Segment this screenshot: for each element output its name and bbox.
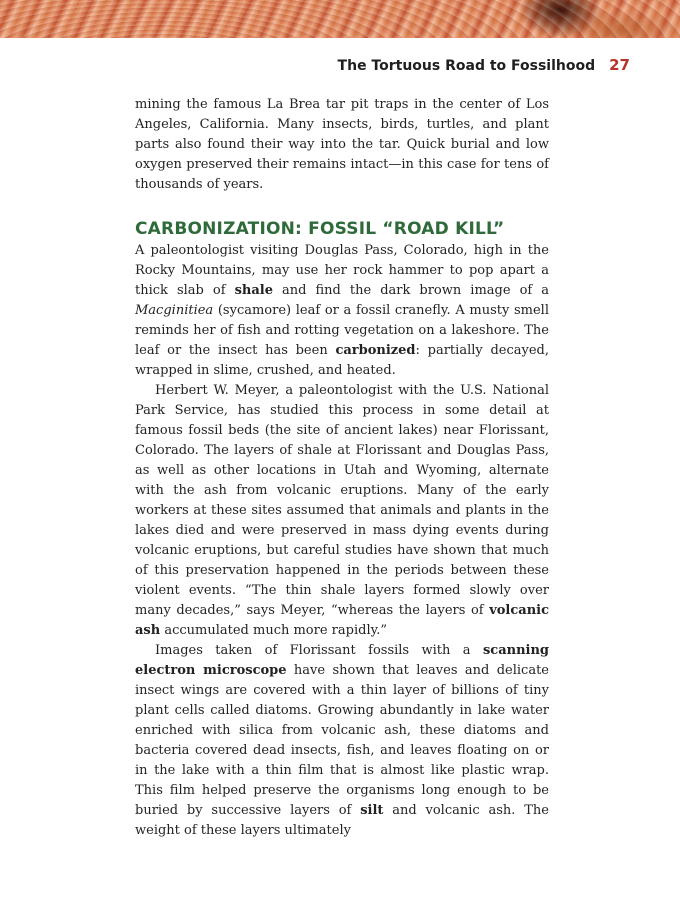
text-span: accumulated much more rapidly.” (160, 623, 387, 638)
genus-name: Macginitiea (135, 303, 214, 318)
body-text (135, 95, 549, 841)
text-span: and find the dark brown image of a (272, 283, 549, 298)
text-span: Images taken of Florissant fossils with a (155, 643, 483, 658)
paragraph-meyer (135, 381, 549, 641)
intro-paragraph: mining the famous La Brea tar pit traps in the center of Los Angeles, California. Many insects, birds, turtles, and plant parts also found their way into the tar. Quick burial and low oxygen preserved their remains intact—in this case for tens of thousands of years. (135, 97, 549, 192)
section-heading: CARBONIZATION: FOSSIL “ROAD KILL” (135, 219, 505, 239)
term-silt: silt (360, 803, 384, 818)
page-number: 27 (609, 56, 630, 74)
term-shale: shale (234, 283, 273, 298)
term-volcanic-ash: volcanic ash (135, 603, 549, 638)
term-carbonized: carbonized (335, 343, 416, 358)
text-span: : partially decayed, wrapped in slime, crushed, and heated. (135, 343, 549, 378)
text-span: Herbert W. Meyer, a paleontologist with the U.S. National Park Service, has studied this process in some detail at famous fossil beds (the site of ancient lakes) near Florissant, Colorado. The layers of shale at Florissant and Douglas Pass, as well as other locations in Utah and Wyoming, alternate with the ash from volcanic eruptions. Many of the early workers at these sites assumed that animals and plants in the lakes died and were preserved in mass dying events during volcanic eruptions, but careful studies have shown that much of this preservation happened in the periods between these violent events. “The thin shale layers formed slowly over many decades,” says Meyer, “whereas the layers of (135, 383, 549, 618)
paragraph-diatoms (135, 641, 549, 841)
text-span: (sycamore) leaf or a fossil cranefly. A musty smell reminds her of fish and rotting vegetation on a lakeshore. The leaf or the insect has been (135, 303, 549, 358)
text-span: and volcanic ash. The weight of these layers ultimately (135, 803, 549, 838)
running-head-title: The Tortuous Road to Fossilhood (337, 58, 596, 74)
paragraph-carbonization (135, 241, 549, 381)
text-span: A paleontologist visiting Douglas Pass, Colorado, high in the Rocky Mountains, may use her rock hammer to pop apart a thick slab of (135, 243, 549, 298)
term-scanning-electron-microscope: scanning electron microscope (135, 643, 549, 678)
running-head (338, 56, 630, 74)
text-span: have shown that leaves and delicate insect wings are covered with a thin layer of billions of tiny plant cells called diatoms. Growing abundantly in lake water enriched with silica from volcanic ash, these diatoms and bacteria covered dead insects, fish, and leaves floating on or in the lake with a thin film that is almost like plastic wrap. This film helped preserve the organisms long enough to be buried by successive layers of (135, 663, 549, 818)
header-banner-image (0, 0, 680, 38)
